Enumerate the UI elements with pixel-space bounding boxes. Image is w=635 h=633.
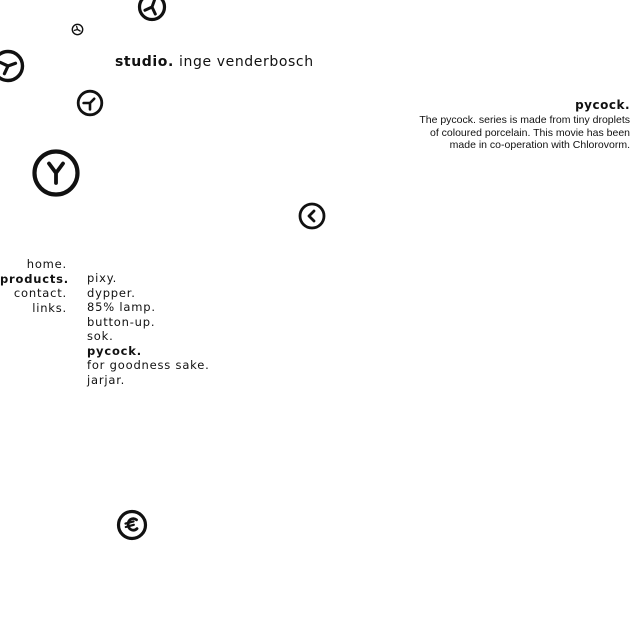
product-item-pixy[interactable]: pixy. (87, 271, 118, 285)
y-logo-icon (0, 49, 25, 83)
nav-item-links[interactable]: links. (32, 300, 67, 315)
studio-title (115, 54, 314, 70)
product-title: pycock. (575, 98, 630, 112)
description-line: made in co-operation with Chlorovorm. (449, 139, 630, 151)
product-item-for-goodness-sake[interactable]: for goodness sake. (87, 358, 210, 372)
description-line: The pycock. series is made from tiny droplets (419, 114, 630, 126)
y-logo-icon (31, 148, 81, 198)
product-item-sok[interactable]: sok. (87, 329, 114, 343)
y-logo-icon (71, 23, 84, 36)
studio-brand: studio. (115, 54, 174, 70)
euro-button[interactable] (116, 509, 148, 545)
product-info (350, 98, 630, 152)
nav-item-contact[interactable]: contact. (13, 286, 67, 300)
product-item-jarjar[interactable]: jarjar. (87, 372, 126, 387)
nav-item-products[interactable]: products. (0, 271, 69, 286)
product-item-button-up[interactable]: button-up. (87, 314, 156, 329)
product-nav (87, 271, 210, 387)
euro-icon (116, 509, 148, 541)
product-item-85-lamp[interactable]: 85% lamp. (87, 300, 156, 314)
product-item-dypper[interactable]: dypper. (87, 285, 136, 300)
y-logo-icon (137, 0, 167, 22)
nav-item-home[interactable]: home. (26, 257, 67, 271)
product-description (350, 114, 630, 152)
main-nav (0, 257, 67, 315)
chevron-left-icon (298, 202, 326, 230)
back-button[interactable] (298, 202, 326, 234)
description-line: of coloured porcelain. This movie has been (429, 126, 630, 139)
y-logo-icon (76, 89, 104, 117)
designer-name: inge venderbosch (179, 54, 314, 70)
product-item-pycock[interactable]: pycock. (87, 343, 142, 358)
